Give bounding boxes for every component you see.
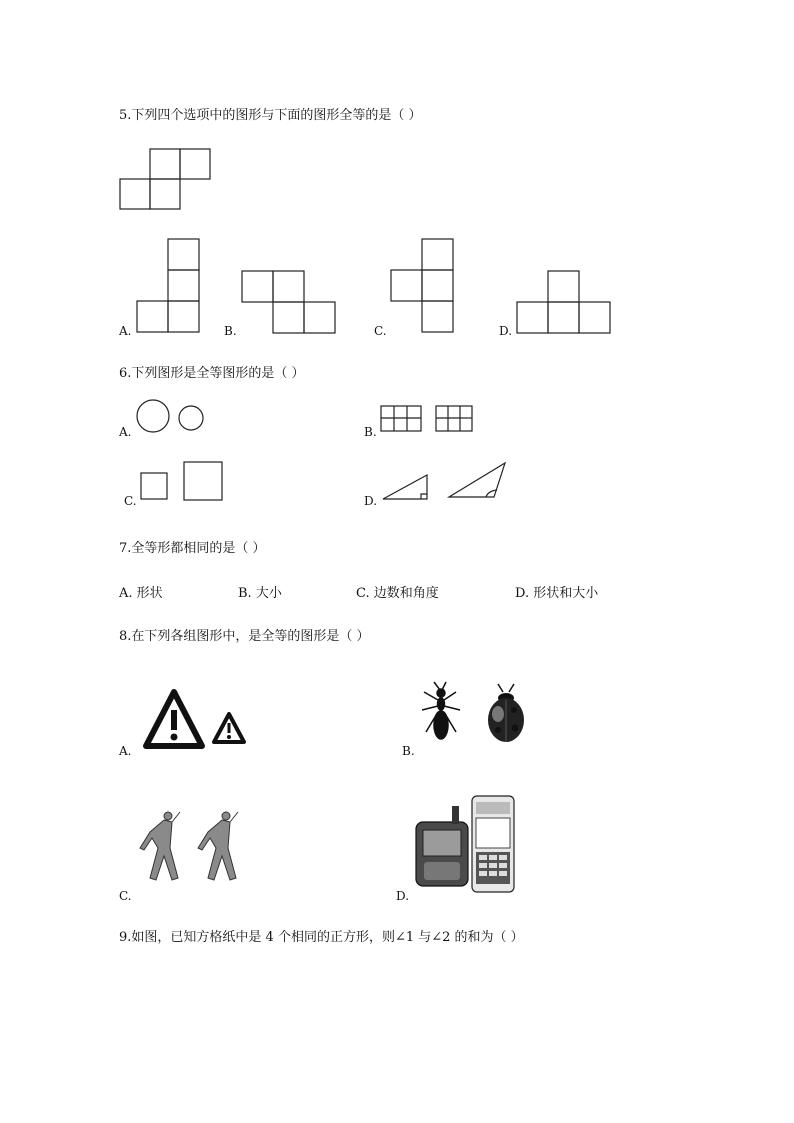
q8-option-b-label: B. xyxy=(402,744,415,758)
q5-option-b-label: B. xyxy=(224,324,237,338)
q5-option-d-label: D. xyxy=(499,324,513,338)
q8-option-b-ant-ladybug-image[interactable] xyxy=(418,680,558,746)
q5-option-a-label: A. xyxy=(119,324,132,338)
q6-option-d-figure[interactable] xyxy=(380,460,510,502)
q8-question: 8.在下列各组图形中，是全等的图形是（ ） xyxy=(119,629,370,644)
q5-option-a-figure[interactable] xyxy=(136,238,202,334)
q8-option-a-warning-signs-image[interactable] xyxy=(144,690,248,750)
q8-option-c-figures-image[interactable] xyxy=(138,808,248,888)
q5-question: 5.下列四个选项中的图形与下面的图形全等的是（ ） xyxy=(119,108,422,123)
q5-option-b-figure[interactable] xyxy=(241,270,337,334)
q7-question: 7.全等形都相同的是（ ） xyxy=(119,541,266,556)
q6-option-a-figure[interactable] xyxy=(136,398,208,436)
q8-option-d-label: D. xyxy=(396,889,410,903)
q7-option-a[interactable]: A. 形状 xyxy=(119,586,163,601)
q8-option-a-label: A. xyxy=(119,744,132,758)
q6-option-c-figure[interactable] xyxy=(140,461,226,505)
q6-question: 6.下列图形是全等图形的是（ ） xyxy=(119,366,305,381)
q6-option-b-label: B. xyxy=(364,425,377,439)
q5-reference-figure xyxy=(119,148,213,212)
q6-option-a-label: A. xyxy=(119,425,132,439)
q8-option-c-label: C. xyxy=(119,889,132,903)
q7-option-c[interactable]: C. 边数和角度 xyxy=(356,586,439,601)
q5-option-c-figure[interactable] xyxy=(390,238,456,334)
q6-option-b-figure[interactable] xyxy=(380,405,476,433)
q5-option-d-figure[interactable] xyxy=(516,270,612,334)
q5-option-c-label: C. xyxy=(374,324,387,338)
q7-option-d[interactable]: D. 形状和大小 xyxy=(515,586,599,601)
q6-option-d-label: D. xyxy=(364,494,378,508)
q7-option-b[interactable]: B. 大小 xyxy=(238,586,282,601)
q9-question: 9.如图，已知方格纸中是 4 个相同的正方形，则∠1 与∠2 的和为（ ） xyxy=(119,930,524,945)
q6-option-c-label: C. xyxy=(124,494,137,508)
q8-option-d-phones-image[interactable] xyxy=(414,792,524,898)
